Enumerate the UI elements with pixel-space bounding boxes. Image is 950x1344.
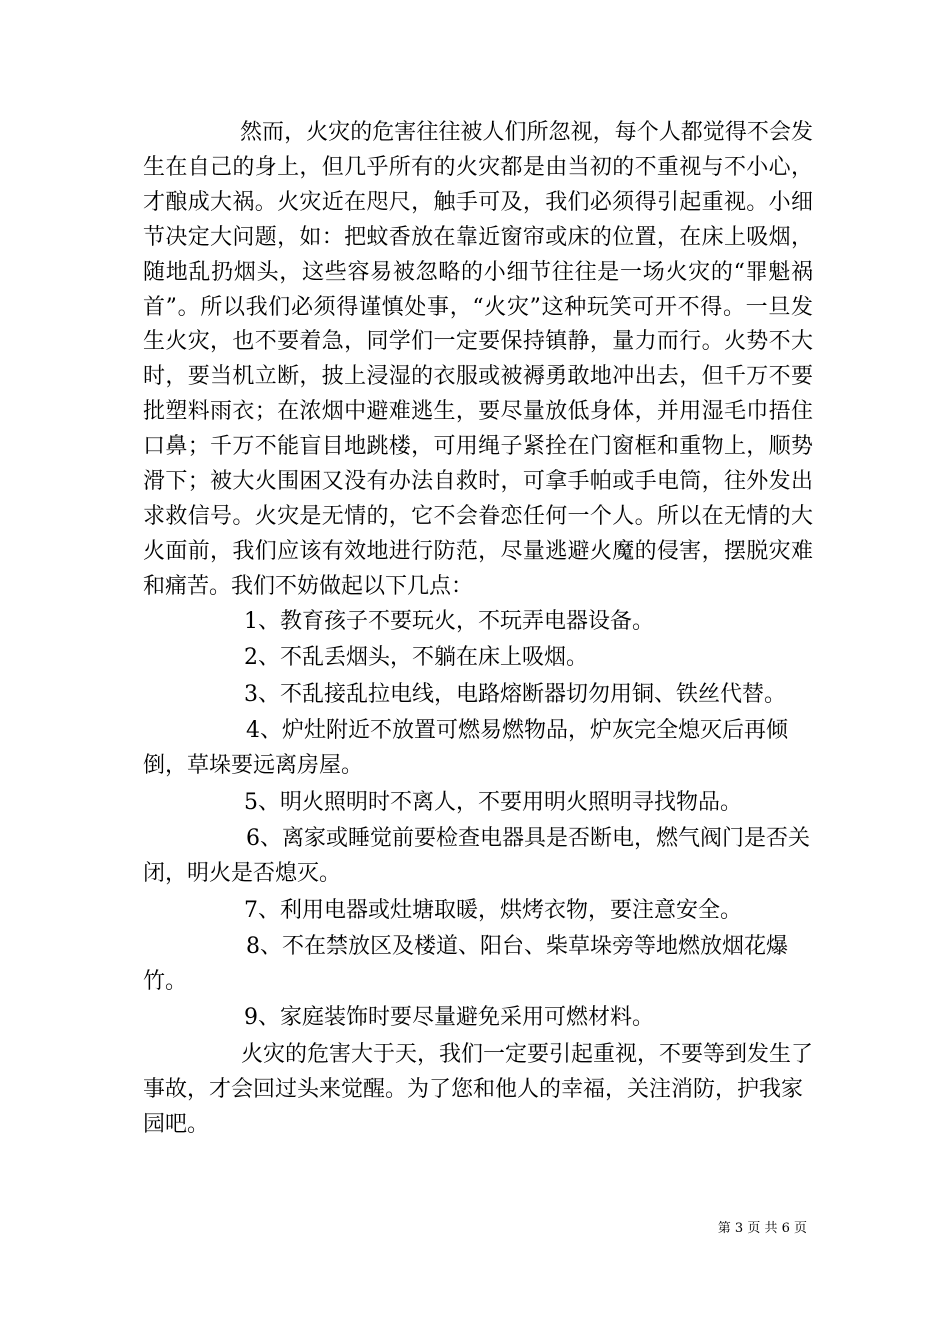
list-item-4: 4、炉灶附近不放置可燃易燃物品，炉灰完全熄灭后再倾倒，草垛要远离房屋。 [143, 718, 788, 779]
page-number: 第 3 页 共 6 页 [717, 1221, 807, 1236]
list-item-8: 8、不在禁放区及楼道、阳台、柴草垛旁等地燃放烟花爆竹。 [143, 934, 788, 994]
list-item-7: 7、利用电器或灶塘取暖，烘烤衣物，要注意安全。 [244, 897, 742, 923]
list-item-1: 1、教育孩子不要玩火，不玩弄电器设备。 [244, 608, 654, 634]
list-item-5: 5、明火照明时不离人，不要用明火照明寻找物品。 [244, 789, 742, 815]
document-body [143, 116, 813, 1143]
list-item-9: 9、家庭装饰时要尽量避免采用可燃材料。 [244, 1005, 654, 1031]
closing-paragraph: 火灾的危害大于天，我们一定要引起重视，不要等到发生了事故，才会回过头来觉醒。为了您和他人的幸福，关注消防，护我家园吧。 [143, 1041, 814, 1137]
list-item-2: 2、不乱丢烟头，不躺在床上吸烟。 [244, 645, 588, 671]
intro-paragraph: 然而，火灾的危害往往被人们所忽视，每个人都觉得不会发生在自己的身上，但几乎所有的火灾都是由当初的不重视与不小心，才酿成大祸。火灾近在咫尺，触手可及，我们必须得引起重视。小细节决定大问题，如：把蚊香放在靠近窗帘或床的位置，在床上吸烟，随地乱扔烟头，这些容易被忽略的小细节往往是一场火灾的“罪魁祸首”。所以我们必须得谨慎处事，“火灾”这种玩笑可开不得。一旦发生火灾，也不要着急，同学们一定要保持镇静，量力而行。火势不大时，要当机立断，披上浸湿的衣服或被褥勇敢地冲出去，但千万不要批塑料雨衣；在浓烟中避难逃生，要尽量放低身体，并用湿毛巾捂住口鼻；千万不能盲目地跳楼，可用绳子紧拴在门窗框和重物上，顺势滑下；被大火围困又没有办法自救时，可拿手帕或手电筒，往外发出求救信号。火灾是无情的，它不会眷恋任何一个人。所以在无情的大火面前，我们应该有效地进行防范，尽量逃避火魔的侵害，摆脱灾难和痛苦。我们不妨做起以下几点： [143, 120, 813, 599]
list-item-6: 6、离家或睡觉前要检查电器具是否断电，燃气阀门是否关闭，明火是否熄灭。 [143, 826, 810, 886]
list-item-3: 3、不乱接乱拉电线，电路熔断器切勿用铜、铁丝代替。 [244, 681, 786, 707]
